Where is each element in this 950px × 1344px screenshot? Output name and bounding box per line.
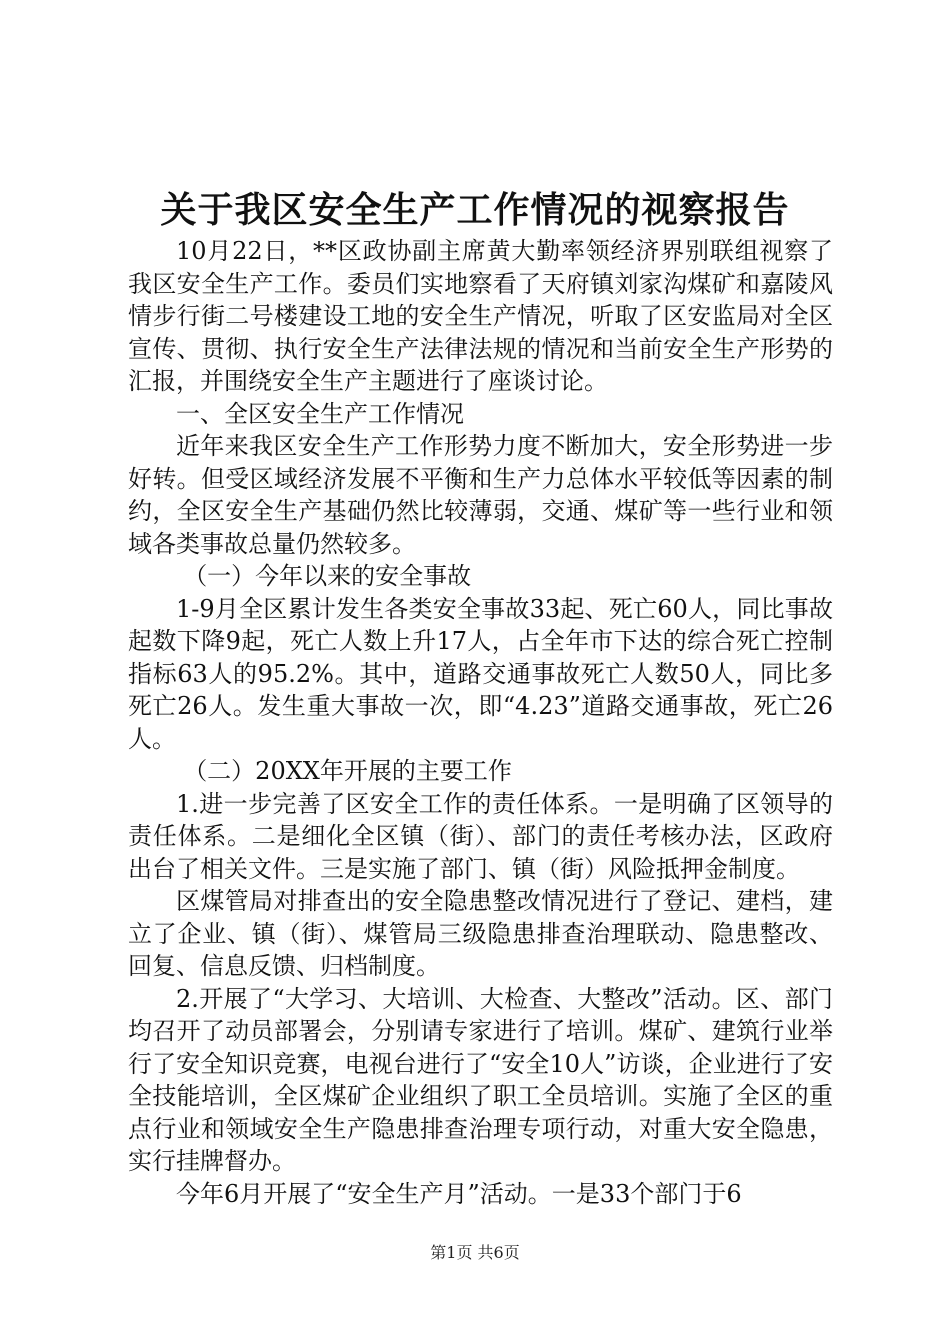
paragraph-overview: 近年来我区安全生产工作形势力度不断加大，安全形势进一步好转。但受区域经济发展不平衡和生产力总体水平较低等因素的制约，全区安全生产基础仍然比较薄弱，交通、煤矿等一些行业和领域各类事故总量仍然较多。 (128, 432, 833, 558)
paragraph-accidents: 1-9月全区累计发生各类安全事故33起、死亡60人，同比事故起数下降9起，死亡人数上升17人，占全年市下达的综合死亡控制指标63人的95.2%。其中，道路交通事故死亡人数50人，同比多死亡26人。发生重大事故一次，即“4.23”道路交通事故，死亡26人。 (128, 594, 833, 753)
page-footer: 第1页 共6页 (430, 1243, 520, 1262)
document-body (128, 235, 833, 1210)
paragraph-coal-bureau: 区煤管局对排查出的安全隐患整改情况进行了登记、建档，建立了企业、镇（街）、煤管局三级隐患排查治理联动、隐患整改、回复、信息反馈、归档制度。 (128, 887, 833, 980)
paragraph-intro: 10月22日，**区政协副主席黄大勤率领经济界别联组视察了我区安全生产工作。委员们实地察看了天府镇刘家沟煤矿和嘉陵风情步行街二号楼建设工地的安全生产情况，听取了区安监局对全区宣传、贯彻、执行安全生产法律法规的情况和当前安全生产形势的汇报，并围绕安全生产主题进行了座谈讨论。 (128, 237, 833, 395)
paragraph-responsibility: 1.进一步完善了区安全工作的责任体系。一是明确了区领导的责任体系。二是细化全区镇（街）、部门的责任考核办法，区政府出台了相关文件。三是实施了部门、镇（街）风险抵押金制度。 (128, 789, 833, 883)
paragraph-safety-month: 今年6月开展了“安全生产月”活动。一是33个部门于6 (176, 1179, 742, 1208)
section-heading-1: 一、全区安全生产工作情况 (176, 399, 464, 428)
subsection-heading-1: （一）今年以来的安全事故 (183, 562, 472, 590)
document-title: 关于我区安全生产工作情况的视察报告 (160, 189, 790, 231)
paragraph-campaign: 2.开展了“大学习、大培训、大检查、大整改”活动。区、部门均召开了动员部署会，分别请专家进行了培训。煤矿、建筑行业举行了安全知识竞赛，电视台进行了“安全10人”访谈，企业进行了安全技能培训，全区煤矿企业组织了职工全员培训。实施了全区的重点行业和领域安全生产隐患排查治理专项行动，对重大安全隐患，实行挂牌督办。 (128, 984, 833, 1175)
subsection-heading-2: （二）20XX年开展的主要工作 (183, 757, 512, 785)
